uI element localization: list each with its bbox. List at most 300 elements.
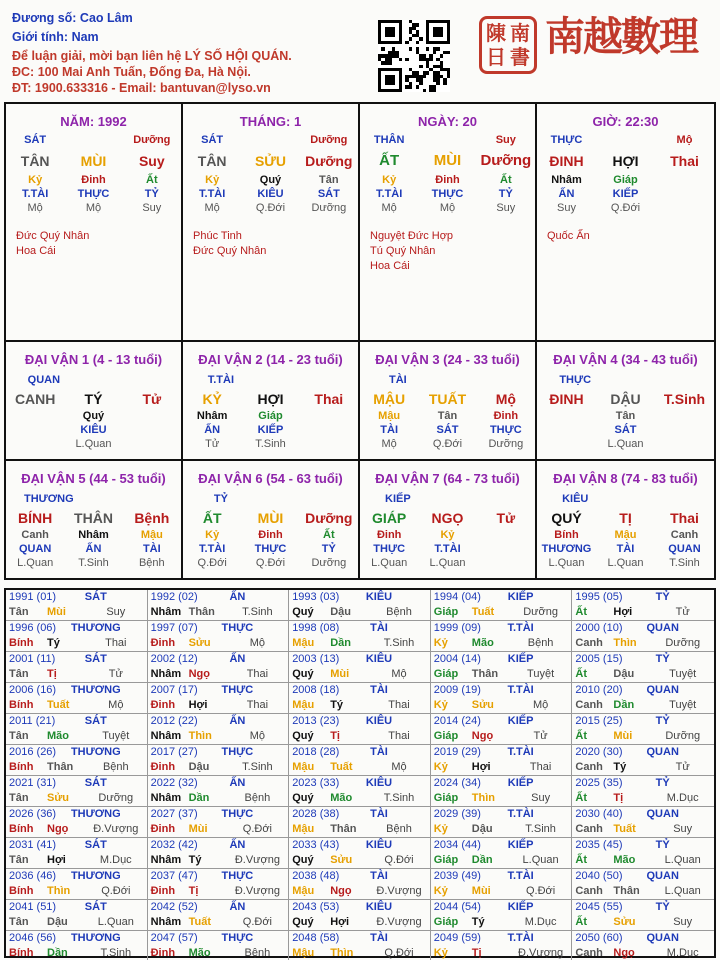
year-stem: Đinh [150,699,176,711]
year-pillar [148,636,289,651]
hidden-stem-row [537,528,714,542]
year-stage: Bệnh [527,637,554,649]
stem-branch: Suy [138,153,165,169]
year-cell [148,621,290,652]
hidden-god [300,423,358,437]
year-stem: Tân [9,792,29,804]
hidden-stem-row [183,409,358,423]
year-stage: L.Quan [664,885,701,897]
year-ten-god: THỰC [221,622,254,634]
year-pillar [148,946,289,960]
life-stage [537,437,596,451]
year-stage: M.Dục [666,947,699,959]
hidden-stem-row [6,528,181,542]
year-label: 2004 (14) [433,653,481,665]
year-stage: Suy [673,823,693,835]
year-cell [6,745,148,776]
year-ten-god: SÁT [84,777,107,789]
year-stem: Tân [9,854,29,866]
hidden-stem: Đinh [493,410,519,422]
year-header [148,683,289,698]
year-ten-god: THỰC [221,870,254,882]
year-stage: Dưỡng [665,730,701,742]
life-stage: L.Quan [371,557,408,569]
year-stem: Giáp [433,792,459,804]
year-ten-god: KIẾP [507,839,534,851]
year-label: 2018 (28) [292,746,340,758]
year-branch: Tý [471,916,485,928]
year-branch: Tý [47,637,60,649]
year-stem: Nhâm [150,854,182,866]
special-star: Hoa Cái [16,245,56,257]
year-ten-god: THƯƠNG [70,622,121,634]
year-ten-god: ẤN [229,901,246,913]
year-cell [148,590,290,621]
hidden-god: TỶ [321,543,336,555]
ten-god: Suy [495,134,516,146]
brand-logo: 南越數理 [545,13,697,60]
year-branch: Thìn [613,637,637,649]
stem-branch: TỊ [619,510,632,526]
life-stage [123,437,181,451]
hidden-god: T.TÀI [199,188,226,200]
year-branch: Hợi [188,699,208,711]
year-label: 1991 (01) [9,591,57,603]
ten-god-row [537,133,714,151]
owner-name: Đương số: Cao Lâm [12,11,133,25]
year-cell [572,776,714,807]
year-header [572,869,714,884]
year-label: 2047 (57) [150,932,198,944]
year-ten-god: KIẾP [507,715,534,727]
year-stage: Bệnh [386,823,412,835]
ten-god: Dưỡng [133,134,171,146]
hidden-stem-row [183,528,358,542]
year-stage: Suy [106,606,126,618]
life-stage-row [360,201,535,215]
life-stage: Mộ [439,202,456,214]
life-stage [655,201,714,215]
phone-email-line: ĐT: 1900.633316 - Email: bantuvan@lyso.vn [12,81,271,95]
year-ten-god: SÁT [84,653,107,665]
year-pillar [431,605,572,620]
year-branch: Mùi [330,668,350,680]
year-pillar [6,605,147,620]
year-cell [289,621,431,652]
life-stage: Dưỡng [311,202,347,214]
luck-title: ĐẠI VẬN 3 (24 - 33 tuổi) [375,352,520,367]
year-ten-god: SÁT [84,901,107,913]
year-cell [6,931,148,960]
year-branch: Dần [613,699,635,711]
year-branch: Ngọ [47,823,69,835]
life-stage: T.Sinh [78,557,109,569]
life-stage-row [360,556,535,570]
year-label: 2011 (21) [9,715,56,727]
year-header [148,869,289,884]
year-label: 2021 (31) [9,777,57,789]
year-cell [148,807,290,838]
year-label: 2010 (20) [575,684,623,696]
year-pillar [6,822,147,837]
year-ten-god: KIÊU [365,653,393,665]
life-stage [477,556,535,570]
year-stage: Đ.Vượng [234,854,280,866]
hidden-god [123,423,181,437]
year-header [6,807,147,822]
stem-branch: Thai [670,510,699,526]
chart-header [0,0,720,100]
hidden-stem: Giáp [613,174,638,186]
year-branch: Dần [188,792,210,804]
year-stem: Mậu [292,637,315,649]
year-branch: Tị [613,792,624,804]
year-stage: Thai [246,699,269,711]
year-ten-god: TÀI [370,746,388,758]
year-stage: Đ.Vượng [234,885,280,897]
year-branch: Dậu [330,606,351,618]
year-cell [572,714,714,745]
year-stage: T.Sinh [242,606,273,618]
stem-branch-row [537,508,714,528]
life-stage-row [183,556,358,570]
pillar-title: NĂM: 1992 [60,114,127,129]
luck-title: ĐẠI VẬN 5 (44 - 53 tuổi) [21,471,166,486]
year-branch: Dậu [47,916,68,928]
year-stem: Quý [292,916,314,928]
year-stem: Mậu [292,885,315,897]
luck-ten-god: QUAN [27,374,61,386]
year-stem: Bính [9,761,34,773]
hidden-god: ẤN [85,543,102,555]
year-label: 2046 (56) [9,932,57,944]
year-ten-god: ẤN [229,591,246,603]
hidden-stem-row [360,409,535,423]
hidden-stem: Kỷ [205,529,220,541]
year-label: 1995 (05) [575,591,623,603]
ten-god [241,133,299,151]
life-stage-row [537,556,714,570]
year-cell [6,590,148,621]
year-ten-god: THỰC [221,932,254,944]
year-branch: Dần [471,854,493,866]
stem-branch: MÙI [80,153,107,169]
year-header [6,869,147,884]
year-stem: Canh [575,823,603,835]
year-ten-god: KIÊU [365,901,393,913]
stem-branch: TÂN [197,153,227,169]
pillar-title: NGÀY: 20 [418,114,477,129]
stem-branch: Dưỡng [305,510,353,526]
life-stage: L.Quan [75,438,112,450]
year-cell [431,652,573,683]
year-branch: Sửu [188,637,211,649]
year-pillar [6,667,147,682]
year-stage: Thai [105,637,127,649]
year-pillar [148,915,289,930]
year-cell [6,714,148,745]
year-pillar [6,853,147,868]
hidden-stem: Quý [82,410,105,422]
year-ten-god: TÀI [370,684,388,696]
year-stem: Giáp [433,854,459,866]
year-cell [6,807,148,838]
hidden-stem-row [360,173,535,187]
hidden-stem-row [183,173,358,187]
year-branch: Sửu [47,792,70,804]
year-pillar [148,698,289,713]
year-header [431,590,572,605]
year-stem: Tân [9,730,29,742]
year-branch: Tuất [188,916,211,928]
year-stage: L.Quan [522,854,559,866]
year-label: 1993 (03) [292,591,340,603]
year-branch: Sửu [613,916,636,928]
year-stem: Đinh [150,761,176,773]
life-stage: Q.Đới [610,202,641,214]
year-branch: Mùi [47,606,66,618]
year-stem: Quý [292,606,314,618]
year-stage: Bệnh [244,947,271,959]
year-pillar [431,853,572,868]
luck-ten-god: THỰC [559,374,592,386]
hidden-god-row [6,187,181,201]
stem-branch: SỬU [254,153,287,169]
year-cell [148,745,290,776]
year-branch: Tị [330,730,340,742]
year-pillar [431,698,572,713]
year-cell [572,683,714,714]
year-branch: Mùi [471,885,491,897]
year-header [6,931,147,946]
hidden-stem: Ất [323,529,335,541]
life-stage: L.Quan [429,557,466,569]
hidden-god-row [537,423,714,437]
year-ten-god: THƯƠNG [70,932,121,944]
year-header [6,900,147,915]
year-ten-god: THƯƠNG [70,684,121,696]
year-branch: Mùi [613,730,633,742]
year-stem: Canh [575,637,603,649]
year-label: 2026 (36) [9,808,57,820]
life-stage: L.Quan [607,438,644,450]
year-branch: Dần [330,637,351,649]
hidden-god: T.TÀI [199,543,226,555]
year-ten-god: SÁT [84,839,107,851]
year-cell [148,838,290,869]
year-header [572,776,714,791]
year-stage: Bệnh [102,761,129,773]
year-stage: Tử [533,730,548,742]
luck-ten-god: TÀI [389,374,407,386]
year-stem: Quý [292,668,314,680]
year-stage: Mộ [391,668,407,680]
year-branch: Thìn [47,885,71,897]
year-label: 1998 (08) [292,622,340,634]
year-stem: Kỷ [433,947,448,959]
hidden-stem: Nhâm [196,410,228,422]
hidden-stem: Kỷ [382,174,397,186]
year-stem: Ất [575,792,587,804]
stem-branch: Dưỡng [480,152,532,169]
year-header [148,745,289,760]
year-label: 2028 (38) [292,808,340,820]
year-label: 2037 (47) [150,870,198,882]
year-ten-god: KIÊU [365,715,393,727]
hidden-stem [6,409,64,423]
year-branch: Hợi [613,606,633,618]
year-ten-god: TỶ [655,839,670,851]
special-star: Đức Quý Nhân [193,245,267,257]
hidden-god: TÀI [380,424,399,436]
year-branch: Thìn [471,792,496,804]
year-header [148,714,289,729]
year-pillar [148,605,289,620]
hidden-stem: Đinh [376,529,402,541]
year-stage: Đ.Vượng [518,947,564,959]
year-cell [148,776,290,807]
year-branch: Thìn [330,947,354,959]
hidden-god: THỰC [489,424,522,436]
year-ten-god: TỶ [655,715,670,727]
year-stage: L.Quan [97,916,134,928]
year-label: 2022 (32) [150,777,198,789]
year-cell [148,714,290,745]
luck-title: ĐẠI VẬN 1 (4 - 13 tuổi) [24,352,163,367]
year-label: 2012 (22) [150,715,198,727]
year-stem: Ất [575,730,587,742]
year-header [572,621,714,636]
hidden-god: TỶ [144,188,159,200]
ten-god-row [360,133,535,151]
hidden-stem-row [537,409,714,423]
year-label: 2013 (23) [292,715,340,727]
life-stage-row [537,437,714,451]
stem-branch: ẤT [379,152,400,169]
pillar-title: THÁNG: 1 [239,114,302,129]
stem-branch: CANH [14,391,56,407]
year-header [289,683,430,698]
year-label: 2008 (18) [292,684,340,696]
hidden-stem: Mậu [378,410,401,422]
year-stage: Mộ [391,761,407,773]
year-header [289,714,430,729]
life-stage: Mộ [85,202,102,214]
year-stem: Nhâm [150,606,182,618]
year-branch: Tuất [47,699,70,711]
ten-god [596,133,655,151]
stem-branch: GIÁP [372,510,407,526]
year-header [572,652,714,667]
year-stem: Quý [292,730,314,742]
stem-branch-row [537,389,714,409]
special-star: Phúc Tinh [193,230,242,242]
red-seal-logo [479,16,537,74]
year-pillar [148,884,289,899]
year-ten-god: QUAN [646,622,679,634]
year-branch: Mùi [188,823,208,835]
special-stars [6,229,181,259]
year-branch: Dậu [188,761,210,773]
year-ten-god: THỰC [221,684,254,696]
year-stage: M.Dục [666,792,699,804]
year-stem: Nhâm [150,792,182,804]
year-stem: Giáp [433,668,459,680]
year-ten-god: TỶ [655,591,670,603]
hidden-stem [537,409,596,423]
year-header [6,776,147,791]
life-stage-row [6,556,181,570]
life-stage: Mộ [381,438,397,450]
year-pillar [289,698,430,713]
year-label: 2040 (50) [575,870,623,882]
hidden-stem [123,409,181,423]
year-header [289,807,430,822]
life-stage: L.Quan [607,557,644,569]
seal-char: 書 [510,45,530,69]
special-stars [537,229,714,244]
hidden-god: KIẾP [257,424,284,436]
stem-branch-row [183,389,358,409]
year-branch: Tuất [471,606,495,618]
hidden-god [537,423,596,437]
luck-title: ĐẠI VẬN 7 (64 - 73 tuổi) [375,471,520,486]
special-stars [360,229,535,274]
year-label: 2042 (52) [150,901,198,913]
hidden-stem: Canh [670,529,699,541]
year-stage: Thai [388,699,410,711]
hidden-god [477,542,535,556]
year-branch: Thân [188,606,215,618]
year-stage: Q.Đới [242,823,272,835]
year-ten-god: KIÊU [365,777,393,789]
year-branch: Sửu [471,699,494,711]
year-ten-god: SÁT [84,591,107,603]
hidden-stem: Mậu [614,529,637,541]
year-label: 1997 (07) [150,622,198,634]
year-cell [289,652,431,683]
year-branch: Ngọ [188,668,210,680]
year-label: 2027 (37) [150,808,198,820]
year-stage: Dưỡng [98,792,134,804]
hidden-stem: Kỷ [28,174,43,186]
hidden-god-row [6,423,181,437]
stem-branch-row [360,151,535,171]
year-stage: T.Sinh [525,823,556,835]
year-stage: Tử [675,606,690,618]
luck-cycle-cell [183,342,360,461]
stem-branch: HỢI [612,153,639,169]
year-pillar [572,605,714,620]
hidden-god: SÁT [436,424,459,436]
year-ten-god: TÀI [370,932,388,944]
year-stage: Tuyệt [669,699,697,711]
luck-ten-god: KIÊU [562,493,589,505]
year-header [431,621,572,636]
year-header [572,838,714,853]
year-cell [431,776,573,807]
stem-branch: Thai [670,153,699,169]
life-stage: L.Quan [17,557,54,569]
hidden-god-row [183,423,358,437]
year-label: 2025 (35) [575,777,623,789]
year-branch: Thìn [188,730,212,742]
stem-branch: MÙI [433,152,462,169]
year-stem: Ất [575,916,587,928]
year-pillar [148,791,289,806]
year-branch: Dần [47,947,68,959]
hidden-god: KIÊU [80,424,107,436]
